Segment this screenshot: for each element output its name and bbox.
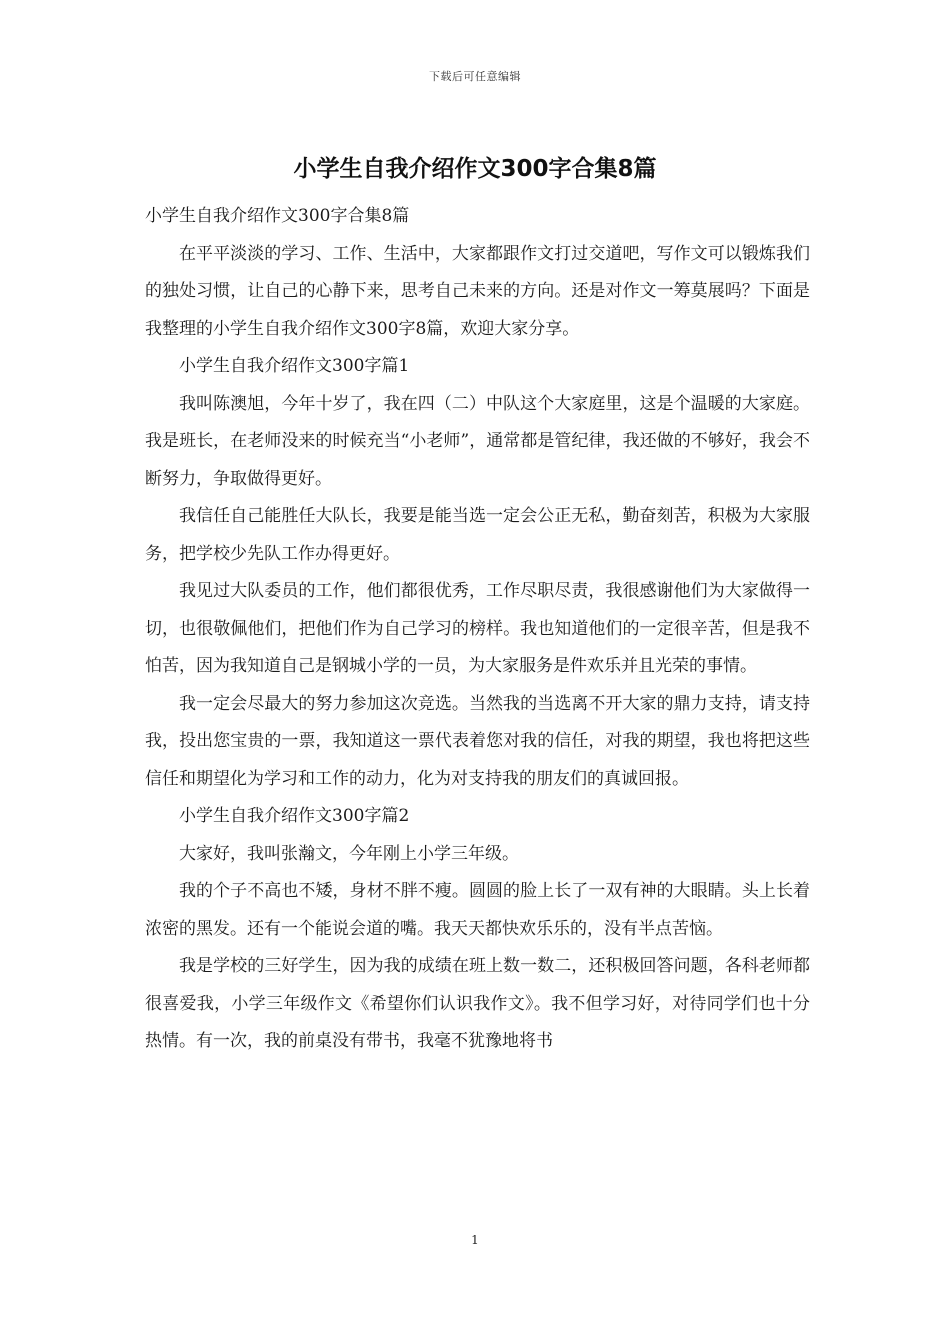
document-title: 小学生自我介绍作文300字合集8篇 [293,156,657,182]
paragraph: 我一定会尽最大的努力参加这次竞选。当然我的当选离不开大家的鼎力支持，请支持我，投出您宝贵的一票，我知道这一票代表着您对我的信任，对我的期望，我也将把这些信任和期望化为学习和工作的动力，化为对支持我的朋友们的真诚回报。 [145,693,810,789]
section-heading-1: 小学生自我介绍作文300字篇1 [179,356,410,376]
document-body [145,198,810,1061]
page-number: 1 [471,1233,479,1247]
paragraph: 我信任自己能胜任大队长，我要是能当选一定会公正无私，勤奋刻苦，积极为大家服务，把学校少先队工作办得更好。 [145,506,810,564]
paragraph-intro: 在平平淡淡的学习、工作、生活中，大家都跟作文打过交道吧，写作文可以锻炼我们的独处习惯，让自己的心静下来，思考自己未来的方向。还是对作文一筹莫展吗？下面是我整理的小学生自我介绍作文300字8篇，欢迎大家分享。 [145,243,810,339]
page-header-note: 下载后可任意编辑 [429,70,521,83]
paragraph: 我见过大队委员的工作，他们都很优秀，工作尽职尽责，我很感谢他们为大家做得一切，也很敬佩他们，把他们作为自己学习的榜样。我也知道他们的一定很辛苦，但是我不怕苦，因为我知道自己是钢城小学的一员，为大家服务是件欢乐并且光荣的事情。 [145,581,810,676]
paragraph: 我的个子不高也不矮，身材不胖不瘦。圆圆的脸上长了一双有神的大眼睛。头上长着浓密的黑发。还有一个能说会道的嘴。我天天都快欢乐乐的，没有半点苦恼。 [145,881,810,939]
section-heading-2: 小学生自我介绍作文300字篇2 [179,806,410,826]
paragraph: 我叫陈澳旭，今年十岁了，我在四（二）中队这个大家庭里，这是个温暖的大家庭。我是班长，在老师没来的时候充当“小老师”，通常都是管纪律，我还做的不够好，我会不断努力，争取做得更好。 [145,393,810,489]
paragraph: 大家好，我叫张瀚文，今年刚上小学三年级。 [179,843,519,864]
paragraph-subtitle: 小学生自我介绍作文300字合集8篇 [145,206,410,226]
paragraph: 我是学校的三好学生，因为我的成绩在班上数一数二，还积极回答问题，各科老师都很喜爱我，小学三年级作文《希望你们认识我作文》。我不但学习好，对待同学们也十分热情。有一次，我的前桌没有带书，我毫不犹豫地将书 [145,956,810,1051]
